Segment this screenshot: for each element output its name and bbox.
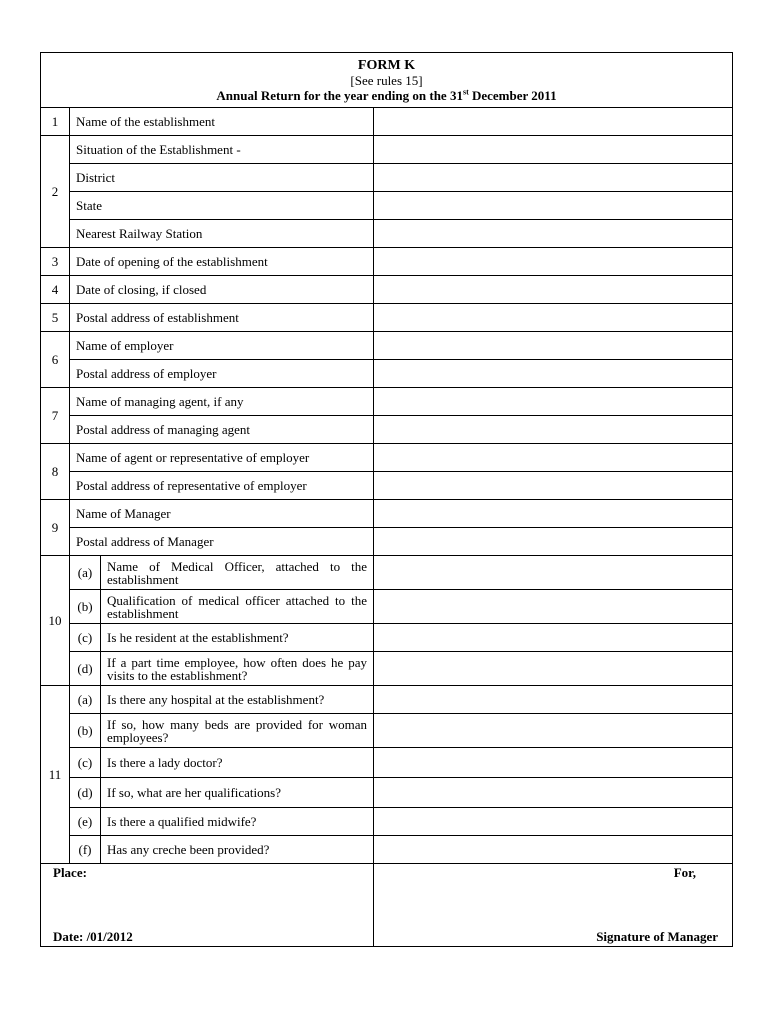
sub-item-marker: (c) (70, 624, 101, 652)
situation-field[interactable] (374, 136, 733, 164)
row-label: Qualification of medical officer attached to the establishment (101, 590, 374, 624)
managing-agent-name-field[interactable] (374, 388, 733, 416)
form-table (40, 52, 733, 947)
table-row (41, 624, 733, 652)
table-row (41, 164, 733, 192)
row-number: 6 (41, 332, 70, 388)
date-of-closing-field[interactable] (374, 276, 733, 304)
row-number: 9 (41, 500, 70, 556)
table-row (41, 276, 733, 304)
table-row (41, 220, 733, 248)
doctor-qualifications-field[interactable] (374, 778, 733, 808)
row-label: Postal address of representative of employer (70, 472, 374, 500)
row-label: Situation of the Establishment - (70, 136, 374, 164)
table-row (41, 472, 733, 500)
table-row (41, 416, 733, 444)
table-row (41, 360, 733, 388)
sub-item-marker: (c) (70, 748, 101, 778)
row-label: State (70, 192, 374, 220)
row-label: Nearest Railway Station (70, 220, 374, 248)
row-label: Postal address of establishment (70, 304, 374, 332)
form-header (41, 53, 733, 108)
row-label: Is he resident at the establishment? (101, 624, 374, 652)
visit-frequency-field[interactable] (374, 652, 733, 686)
row-label: Name of Manager (70, 500, 374, 528)
table-row (41, 332, 733, 360)
row-number: 7 (41, 388, 70, 444)
employer-address-field[interactable] (374, 360, 733, 388)
table-row (41, 192, 733, 220)
table-row (41, 528, 733, 556)
table-row (41, 652, 733, 686)
row-label: Name of managing agent, if any (70, 388, 374, 416)
managing-agent-address-field[interactable] (374, 416, 733, 444)
sub-item-marker: (b) (70, 714, 101, 748)
table-row (41, 748, 733, 778)
table-row (41, 686, 733, 714)
row-label: Date of closing, if closed (70, 276, 374, 304)
table-row (41, 108, 733, 136)
row-label: If so, what are her qualifications? (101, 778, 374, 808)
state-field[interactable] (374, 192, 733, 220)
medical-officer-qualification-field[interactable] (374, 590, 733, 624)
row-number: 11 (41, 686, 70, 864)
row-label: Name of Medical Officer, attached to the establishment (101, 556, 374, 590)
row-label: If a part time employee, how often does he pay visits to the establishment? (101, 652, 374, 686)
table-row (41, 304, 733, 332)
midwife-field[interactable] (374, 808, 733, 836)
table-row (41, 808, 733, 836)
row-number: 1 (41, 108, 70, 136)
sub-item-marker: (a) (70, 686, 101, 714)
table-row (41, 388, 733, 416)
sub-item-marker: (e) (70, 808, 101, 836)
form-k (40, 52, 732, 947)
representative-address-field[interactable] (374, 472, 733, 500)
medical-officer-name-field[interactable] (374, 556, 733, 590)
beds-field[interactable] (374, 714, 733, 748)
form-rule-reference: [See rules 15] (350, 73, 423, 88)
row-label: Postal address of Manager (70, 528, 374, 556)
row-label: District (70, 164, 374, 192)
row-number: 10 (41, 556, 70, 686)
manager-name-field[interactable] (374, 500, 733, 528)
sub-item-marker: (d) (70, 652, 101, 686)
district-field[interactable] (374, 164, 733, 192)
table-row (41, 556, 733, 590)
form-annual-return-heading: Annual Return for the year ending on the 31st December 2011 (216, 87, 557, 103)
for-label: For, (673, 865, 696, 880)
employer-name-field[interactable] (374, 332, 733, 360)
table-row (41, 836, 733, 864)
row-label: Date of opening of the establishment (70, 248, 374, 276)
row-label: Is there a lady doctor? (101, 748, 374, 778)
row-number: 3 (41, 248, 70, 276)
manager-address-field[interactable] (374, 528, 733, 556)
form-header-row (41, 53, 733, 108)
footer-right (374, 864, 733, 947)
representative-name-field[interactable] (374, 444, 733, 472)
sub-item-marker: (d) (70, 778, 101, 808)
signature-label: Signature of Manager (596, 929, 718, 944)
row-label: Name of agent or representative of employer (70, 444, 374, 472)
row-label: Name of employer (70, 332, 374, 360)
row-label: Name of the establishment (70, 108, 374, 136)
establishment-name-field[interactable] (374, 108, 733, 136)
row-number: 8 (41, 444, 70, 500)
date-of-opening-field[interactable] (374, 248, 733, 276)
row-label: Postal address of managing agent (70, 416, 374, 444)
table-row (41, 136, 733, 164)
footer-left (41, 864, 374, 947)
lady-doctor-field[interactable] (374, 748, 733, 778)
table-row (41, 500, 733, 528)
row-number: 5 (41, 304, 70, 332)
sub-item-marker: (b) (70, 590, 101, 624)
table-row (41, 444, 733, 472)
establishment-address-field[interactable] (374, 304, 733, 332)
form-title: FORM K (357, 58, 416, 73)
row-number: 2 (41, 136, 70, 248)
table-row (41, 778, 733, 808)
table-row (41, 248, 733, 276)
resident-field[interactable] (374, 624, 733, 652)
sub-item-marker: (a) (70, 556, 101, 590)
row-label: Postal address of employer (70, 360, 374, 388)
form-footer (41, 864, 733, 947)
creche-field[interactable] (374, 836, 733, 864)
railway-station-field[interactable] (374, 220, 733, 248)
table-row (41, 714, 733, 748)
table-row (41, 590, 733, 624)
date-label: Date: /01/2012 (53, 929, 133, 944)
row-label: If so, how many beds are provided for woman employees? (101, 714, 374, 748)
row-label: Is there any hospital at the establishment? (101, 686, 374, 714)
row-label: Is there a qualified midwife? (101, 808, 374, 836)
sub-item-marker: (f) (70, 836, 101, 864)
hospital-field[interactable] (374, 686, 733, 714)
place-label: Place: (53, 865, 87, 880)
row-number: 4 (41, 276, 70, 304)
row-label: Has any creche been provided? (101, 836, 374, 864)
